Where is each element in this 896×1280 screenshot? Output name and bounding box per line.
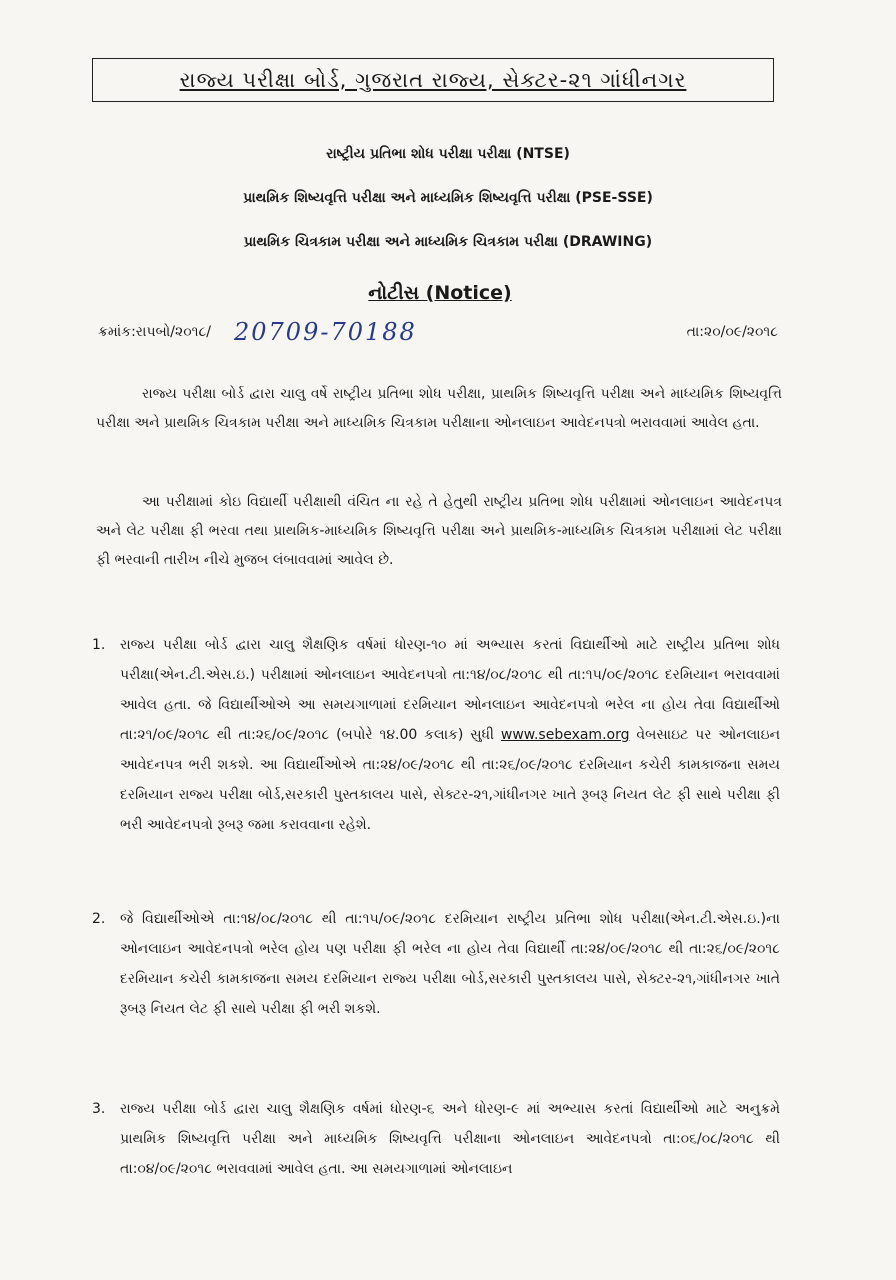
extension-paragraph: આ પરીક્ષામાં કોઇ વિદ્યાર્થી પરીક્ષાથી વંચિત ના રહે તે હેતુથી રાષ્ટ્રીય પ્રતિભા શોધ પરીક્ષામાં ઓનલાઇન આવેદનપત્ર અને લેટ પરીક્ષા ફી ભરવા તથા પ્રાથમિક-માધ્યમિક શિષ્યવૃત્તિ પરીક્ષા અને પ્રાથમિક-માધ્યમિક ચિત્રકામ પરીક્ષામાં લેટ પરીક્ષા ફી ભરવાની તારીખ નીચે મુજબ લંબાવવામાં આવેલ છે. <box>96 494 782 568</box>
list-item-text: રાજ્ય પરીક્ષા બોર્ડ દ્વારા ચાલુ શૈક્ષણિક વર્ષમાં ધોરણ-૬ અને ધોરણ-૯ માં અભ્યાસ કરતાં વિદ્યાર્થીઓ માટે અનુક્રમે પ્રાથમિક શિષ્યવૃત્તિ પરીક્ષા અને માધ્યમિક શિષ્યવૃત્તિ પરીક્ષાના ઓનલાઇન આવેદનપત્રો તા:૦૬/૦૮/૨૦૧૮ થી તા:૦૪/૦૯/૨૦૧૮ ભરાવવામાં આવેલ હતા. આ સમયગાળામાં ઓનલાઇન <box>120 1101 780 1177</box>
list-item-number: 3. <box>92 1101 106 1117</box>
list-item-text-part: વેબસાઇટ પર ઓનલાઇન આવેદનપત્ર ભરી શકશે. આ વિદ્યાર્થીઓએ તા:૨૪/૦૯/૨૦૧૮ થી તા:૨૬/૦૯/૨૦૧૮ દરમિયાન કચેરી કામકાજના સમય દરમિયાન રાજ્ય પરીક્ષા બોર્ડ,સરકારી પુસ્તકાલય પાસે, સેક્ટર-૨૧,ગાંધીનગર ખાતે રૂબરૂ નિયત લેટ ફી સાથે પરીક્ષા ફી ભરી આવેદનપત્રો રૂબરૂ જમા કરાવવાના રહેશે. <box>120 727 780 833</box>
reference-line <box>98 318 778 348</box>
subtitle-ntse: રાષ્ટ્રીય પ્રતિભા શોધ પરીક્ષા પરીક્ષા (NTSE) <box>326 146 570 162</box>
notice-date: તા:૨૦/૦૯/૨૦૧૮ <box>686 324 778 340</box>
board-title: રાજ્ય પરીક્ષા બોર્ડ, ગુજરાત રાજ્ય, સેક્ટર-૨૧ ગાંધીનગર <box>179 67 687 92</box>
list-item-text: જે વિદ્યાર્થીઓએ તા:૧૪/૦૮/૨૦૧૮ થી તા:૧૫/૦૯/૨૦૧૮ દરમિયાન રાષ્ટ્રીય પ્રતિભા શોધ પરીક્ષા(એન.ટી.એસ.ઇ.)ના ઓનલાઇન આવેદનપત્રો ભરેલ હોય પણ પરીક્ષા ફી ભરેલ ના હોય તેવા વિદ્યાર્થી તા:૨૪/૦૯/૨૦૧૮ થી તા:૨૬/૦૯/૨૦૧૮ દરમિયાન કચેરી કામકાજના સમય દરમિયાન રાજ્ય પરીક્ષા બોર્ડ,સરકારી પુસ્તકાલય પાસે, સેક્ટર-૨૧,ગાંધીનગર ખાતે રૂબરૂ નિયત લેટ ફી સાથે પરીક્ષા ફી ભરી શકશે. <box>120 911 780 1017</box>
list-item <box>92 1094 782 1194</box>
handwritten-reference-number: 20709-70188 <box>234 318 417 346</box>
reference-number-label: ક્રમાંક:રાપબો/૨૦૧૮/ <box>98 324 211 340</box>
list-item-number: 2. <box>92 911 106 927</box>
list-item-number: 1. <box>92 637 106 653</box>
list-item-text-part: રાજ્ય પરીક્ષા બોર્ડ દ્વારા ચાલુ શૈક્ષણિક વર્ષમાં ધોરણ-૧૦ માં અભ્યાસ કરતાં વિદ્યાર્થીઓ માટે રાષ્ટ્રીય પ્રતિભા શોધ પરીક્ષા(એન.ટી.એસ.ઇ.) પરીક્ષામાં ઓનલાઇન આવેદનપત્રો તા:૧૪/૦૮/૨૦૧૮ થી તા:૧૫/૦૯/૨૦૧૮ દરમિયાન ભરાવવામાં આવેલ હતા. જે વિદ્યાર્થીઓએ આ સમયગાળામાં દરમિયાન ઓનલાઇન આવેદનપત્રો ભરેલ ના હોય તેવા વિદ્યાર્થીઓ તા:૨૧/૦૯/૨૦૧૮ થી તા:૨૬/૦૯/૨૦૧૮ (બપોરે ૧૪.00 કલાક) સુધી <box>120 637 780 743</box>
intro-paragraph: રાજ્ય પરીક્ષા બોર્ડ દ્વારા ચાલુ વર્ષે રાષ્ટ્રીય પ્રતિભા શોધ પરીક્ષા, પ્રાથમિક શિષ્યવૃત્તિ પરીક્ષા અને માધ્યમિક શિષ્યવૃત્તિ પરીક્ષા અને પ્રાથમિક ચિત્રકામ પરીક્ષા અને માધ્યમિક ચિત્રકામ પરીક્ષાના ઓનલાઇન આવેદનપત્રો ભરાવવામાં આવેલ હતા. <box>96 386 782 431</box>
list-item <box>92 904 782 1064</box>
sebexam-website-link[interactable]: www.sebexam.org <box>500 727 630 743</box>
header-box <box>92 58 774 102</box>
list-item-text <box>120 630 780 840</box>
subtitle-drawing: પ્રાથમિક ચિત્રકામ પરીક્ષા અને માધ્યમિક ચિત્રકામ પરીક્ષા (DRAWING) <box>243 234 653 250</box>
subtitle-pse-sse: પ્રાથમિક શિષ્યવૃત્તિ પરીક્ષા અને માધ્યમિક શિષ્યવૃત્તિ પરીક્ષા (PSE-SSE) <box>243 190 653 206</box>
list-item <box>92 630 782 880</box>
notice-heading: નોટીસ (Notice) <box>368 282 512 304</box>
